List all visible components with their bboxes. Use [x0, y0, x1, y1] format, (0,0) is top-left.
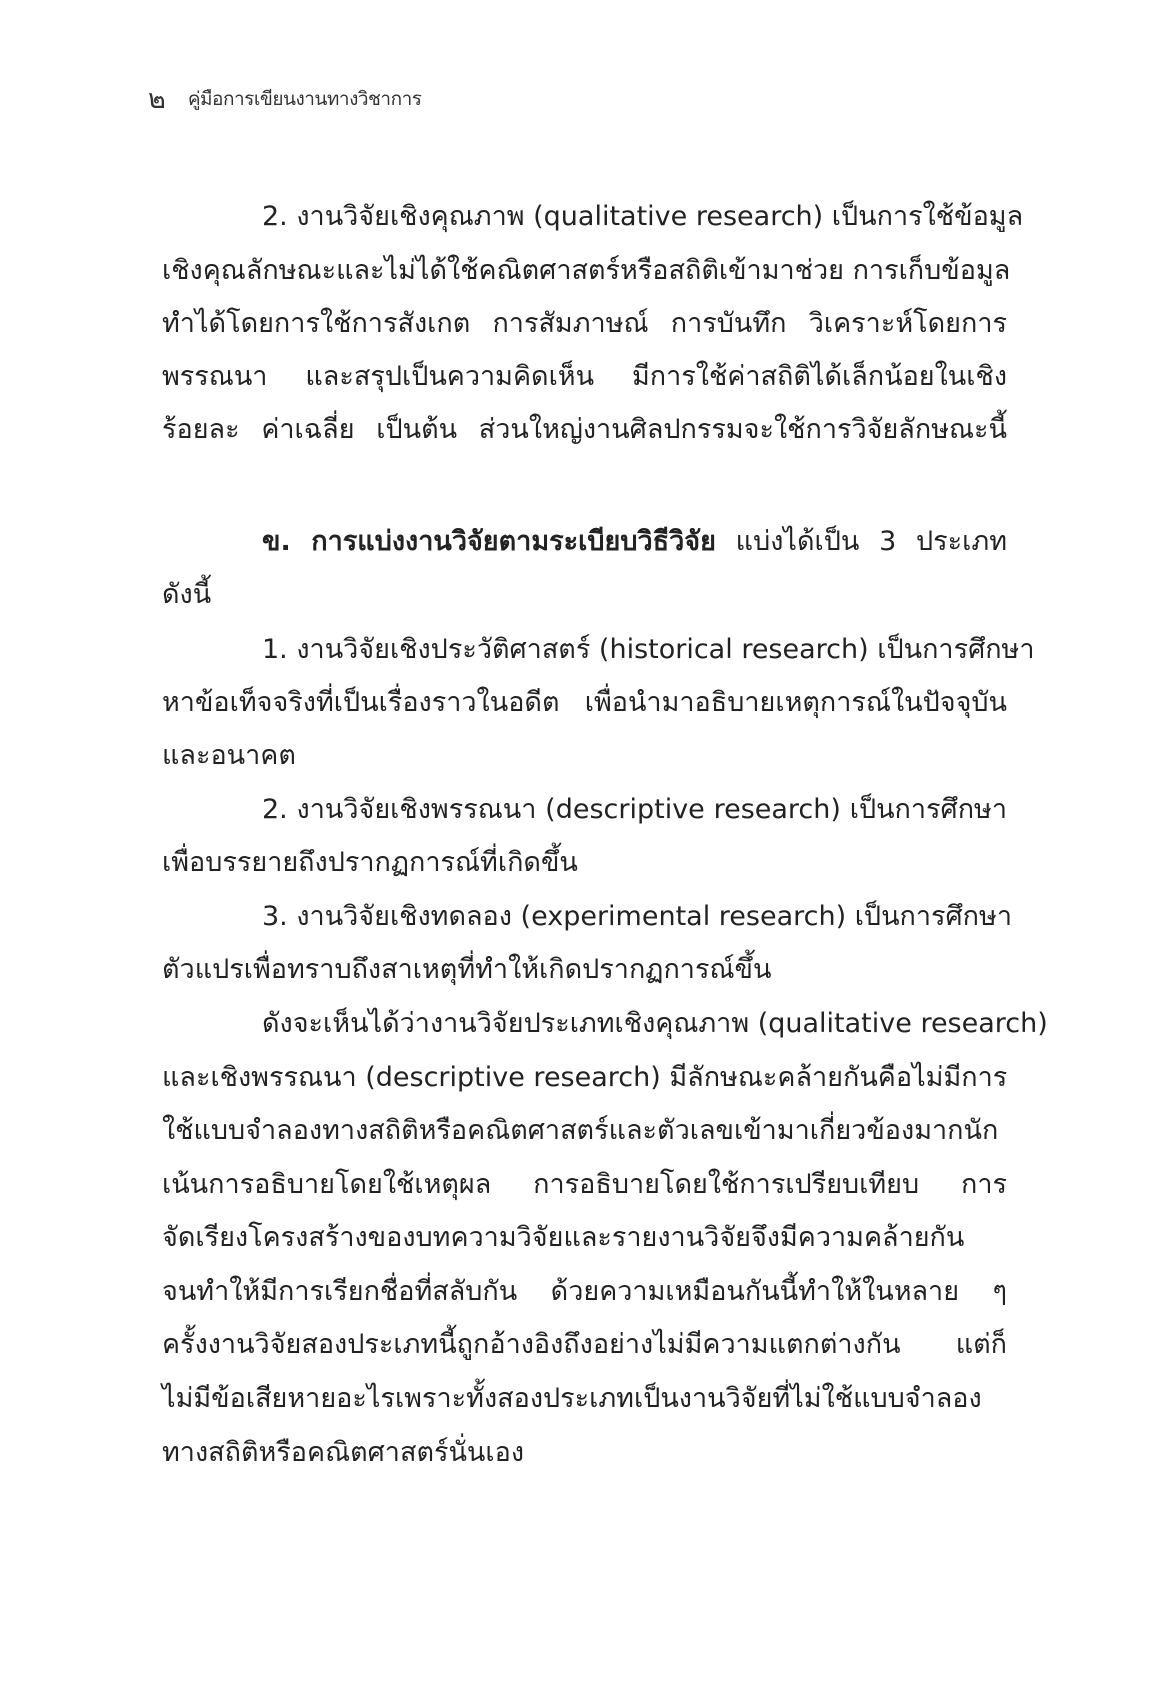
para1-line-5: ร้อยละ ค่าเฉลี่ย เป็นต้น ส่วนใหญ่งานศิลปกรรมจะใช้การวิจัยลักษณะนี้: [162, 414, 1007, 445]
summary-line-8: ไม่มีข้อเสียหายอะไรเพราะทั้งสองประเภทเป็นงานวิจัยที่ไม่ใช้แบบจำลอง: [162, 1383, 982, 1414]
summary-line-6: จนทำให้มีการเรียกชื่อที่สลับกัน ด้วยความเหมือนกันนี้ทำให้ในหลาย ๆ: [162, 1276, 1007, 1307]
item1-line-2: หาข้อเท็จจริงที่เป็นเรื่องราวในอดีต เพื่อนำมาอธิบายเหตุการณ์ในปัจจุบัน: [162, 687, 1007, 718]
item2-line-2: เพื่อบรรยายถึงปรากฏการณ์ที่เกิดขึ้น: [162, 847, 578, 878]
item1-line-1: 1. งานวิจัยเชิงประวัติศาสตร์ (historical research) เป็นการศึกษา: [262, 634, 1035, 665]
para1-line-1: 2. งานวิจัยเชิงคุณภาพ (qualitative research) เป็นการใช้ข้อมูล: [262, 201, 1024, 232]
item2-line-1: 2. งานวิจัยเชิงพรรณนา (descriptive research) เป็นการศึกษา: [262, 794, 1007, 825]
section-b-heading-rest: แบ่งได้เป็น 3 ประเภท: [735, 526, 1007, 557]
book-title: คู่มือการเขียนงานทางวิชาการ: [187, 87, 422, 110]
section-b-heading-line: [262, 522, 1007, 562]
summary-line-3: ใช้แบบจำลองทางสถิติหรือคณิตศาสตร์และตัวเลขเข้ามาเกี่ยวข้องมากนัก: [162, 1115, 999, 1146]
section-b-line-2: ดังนี้: [162, 579, 212, 610]
item1-line-3: และอนาคต: [162, 740, 296, 771]
summary-line-9: ทางสถิติหรือคณิตศาสตร์นั่นเอง: [162, 1437, 525, 1468]
item3-line-2: ตัวแปรเพื่อทราบถึงสาเหตุที่ทำให้เกิดปรากฏการณ์ขึ้น: [162, 954, 772, 985]
summary-line-1: ดังจะเห็นได้ว่างานวิจัยประเภทเชิงคุณภาพ (qualitative research): [262, 1008, 1048, 1039]
para1-line-3: ทำได้โดยการใช้การสังเกต การสัมภาษณ์ การบันทึก วิเคราะห์โดยการ: [162, 308, 1007, 339]
summary-line-5: จัดเรียงโครงสร้างของบทความวิจัยและรายงานวิจัยจึงมีความคล้ายกัน: [162, 1222, 965, 1253]
para1-line-2: เชิงคุณลักษณะและไม่ได้ใช้คณิตศาสตร์หรือสถิติเข้ามาช่วย การเก็บข้อมูล: [162, 255, 1011, 286]
para1-line-4: พรรณนา และสรุปเป็นความคิดเห็น มีการใช้ค่าสถิติได้เล็กน้อยในเชิง: [162, 361, 1007, 392]
page-number: ๒: [148, 83, 166, 115]
running-header: [148, 82, 421, 116]
summary-line-7: ครั้งงานวิจัยสองประเภทนี้ถูกอ้างอิงถึงอย่างไม่มีความแตกต่างกัน แต่ก็: [162, 1329, 1007, 1360]
item3-line-1: 3. งานวิจัยเชิงทดลอง (experimental research) เป็นการศึกษา: [262, 901, 1012, 932]
summary-line-4: เน้นการอธิบายโดยใช้เหตุผล การอธิบายโดยใช้การเปรียบเทียบ การ: [162, 1169, 1007, 1200]
summary-line-2: และเชิงพรรณนา (descriptive research) มีลักษณะคล้ายกันคือไม่มีการ: [162, 1062, 1008, 1093]
section-b-heading: ข. การแบ่งงานวิจัยตามระเบียบวิธีวิจัย: [262, 526, 716, 557]
